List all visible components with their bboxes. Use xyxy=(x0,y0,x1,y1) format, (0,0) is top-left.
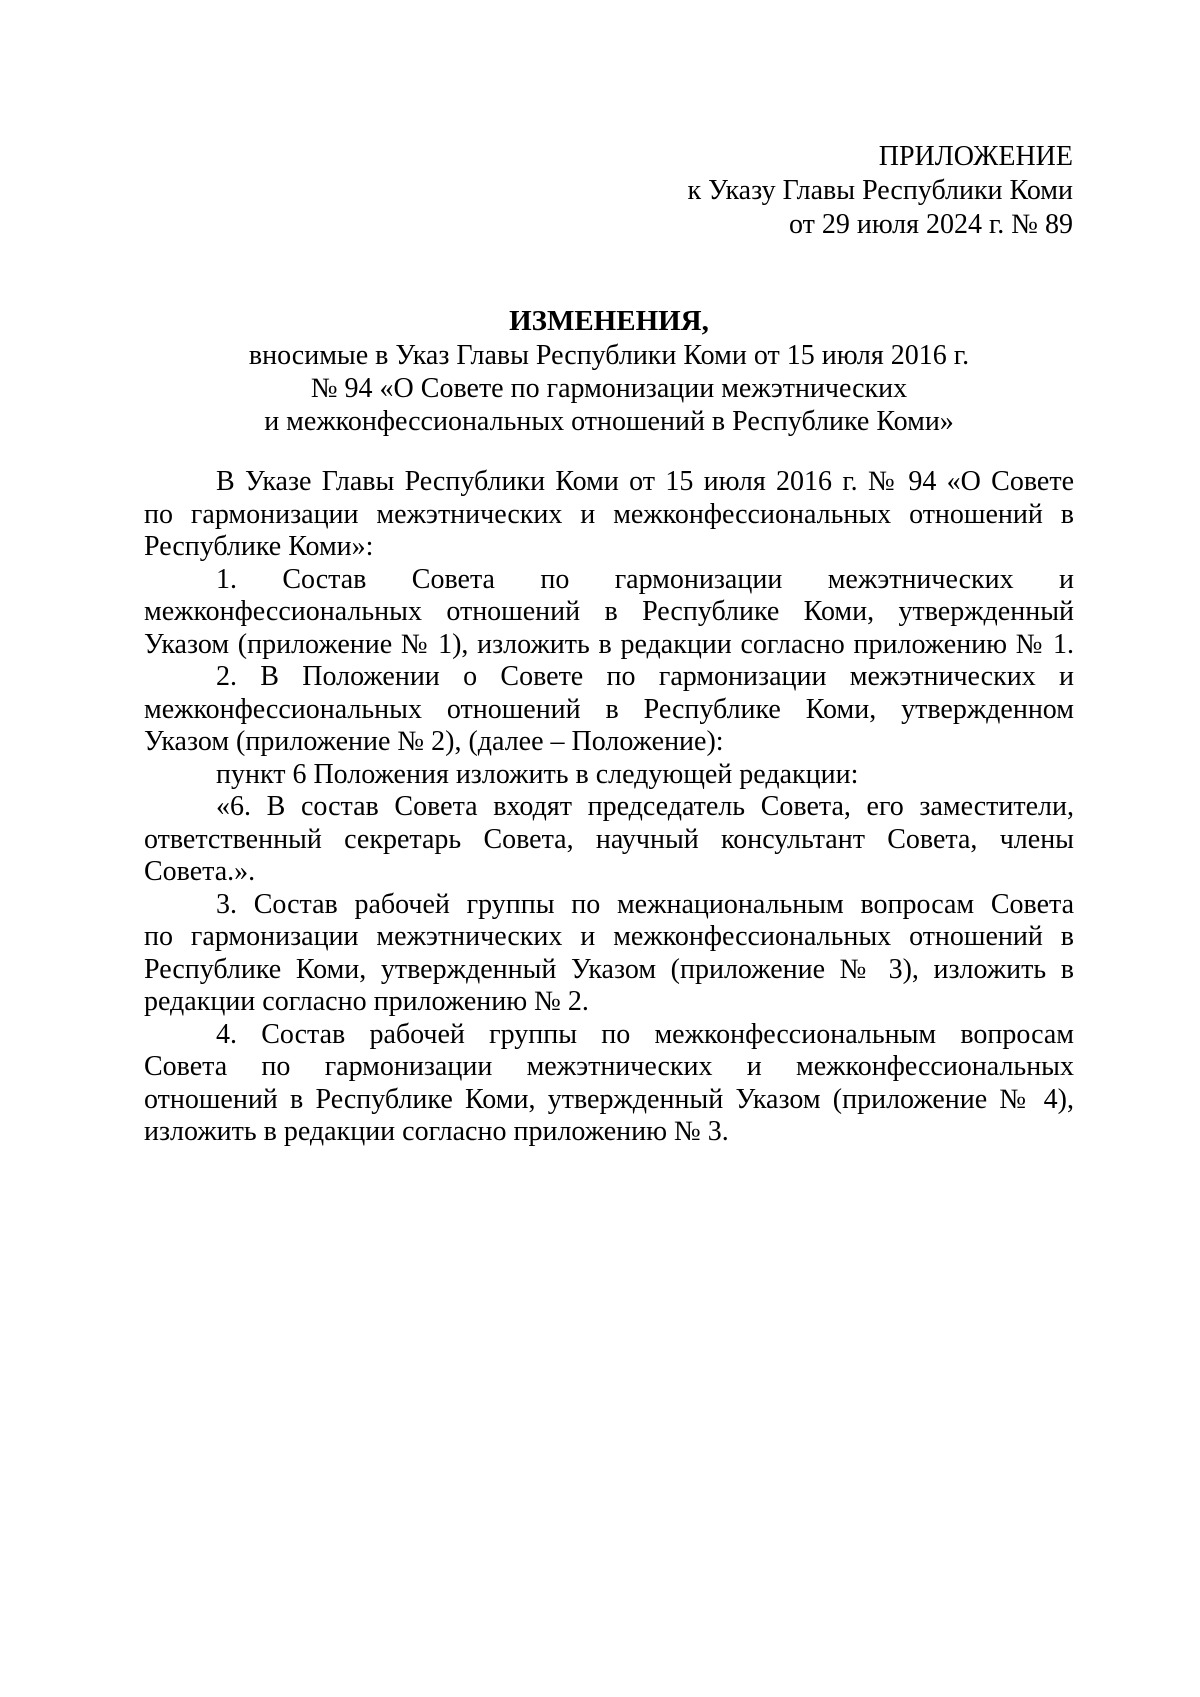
appendix-decree-ref: к Указу Главы Республики Коми xyxy=(687,175,1073,206)
body-line: ответственный секретарь Совета, научный консультант Совета, члены xyxy=(144,823,1074,855)
body-line: 4. Состав рабочей группы по межконфессиональным вопросам xyxy=(216,1018,1074,1050)
heading-line-1: вносимые в Указ Главы Республики Коми от 15 июля 2016 г. xyxy=(248,340,970,371)
body-line: редакции согласно приложению № 2. xyxy=(144,986,589,1017)
heading-line-3: и межконфессиональных отношений в Республике Коми» xyxy=(264,406,954,437)
document-heading xyxy=(144,305,1074,438)
body-line: по гармонизации межэтнических и межконфессиональных отношений в xyxy=(144,921,1074,952)
body-line: изложить в редакции согласно приложению № 3. xyxy=(144,1116,729,1147)
appendix-block xyxy=(688,140,1073,242)
body-line: 1. Состав Совета по гармонизации межэтнических и xyxy=(216,563,1074,595)
document-body xyxy=(144,466,1074,1149)
body-line: отношений в Республике Коми, утвержденный Указом (приложение № 4), xyxy=(144,1083,1074,1115)
appendix-label: ПРИЛОЖЕНИЕ xyxy=(878,141,1073,172)
body-line: Республике Коми»: xyxy=(144,531,374,562)
body-line: Указом (приложение № 1), изложить в редакции согласно приложению № 1. xyxy=(144,628,1074,660)
heading-line-2: № 94 «О Совете по гармонизации межэтнических xyxy=(310,373,908,404)
body-line: Указом (приложение № 2), (далее – Положение): xyxy=(144,726,724,757)
body-line: Совета по гармонизации межэтнических и межконфессиональных xyxy=(144,1051,1074,1082)
appendix-date: от 29 июля 2024 г. № 89 xyxy=(789,209,1073,240)
body-line: Республике Коми, утвержденный Указом (приложение № 3), изложить в xyxy=(144,953,1074,985)
body-line: по гармонизации межэтнических и межконфессиональных отношений в xyxy=(144,498,1074,530)
body-line: межконфессиональных отношений в Республике Коми, утвержденный xyxy=(144,596,1074,627)
body-line: В Указе Главы Республики Коми от 15 июля 2016 г. № 94 «О Совете xyxy=(216,466,1074,497)
body-line: 2. В Положении о Совете по гармонизации межэтнических и xyxy=(216,661,1074,692)
body-line: пункт 6 Положения изложить в следующей редакции: xyxy=(216,758,859,790)
document-title: ИЗМЕНЕНИЯ, xyxy=(509,305,709,337)
body-line: «6. В состав Совета входят председатель Совета, его заместители, xyxy=(216,791,1074,822)
body-line: 3. Состав рабочей группы по межнациональным вопросам Совета xyxy=(216,888,1074,920)
body-line: Совета.». xyxy=(144,856,256,887)
body-line: межконфессиональных отношений в Республике Коми, утвержденном xyxy=(144,693,1074,725)
